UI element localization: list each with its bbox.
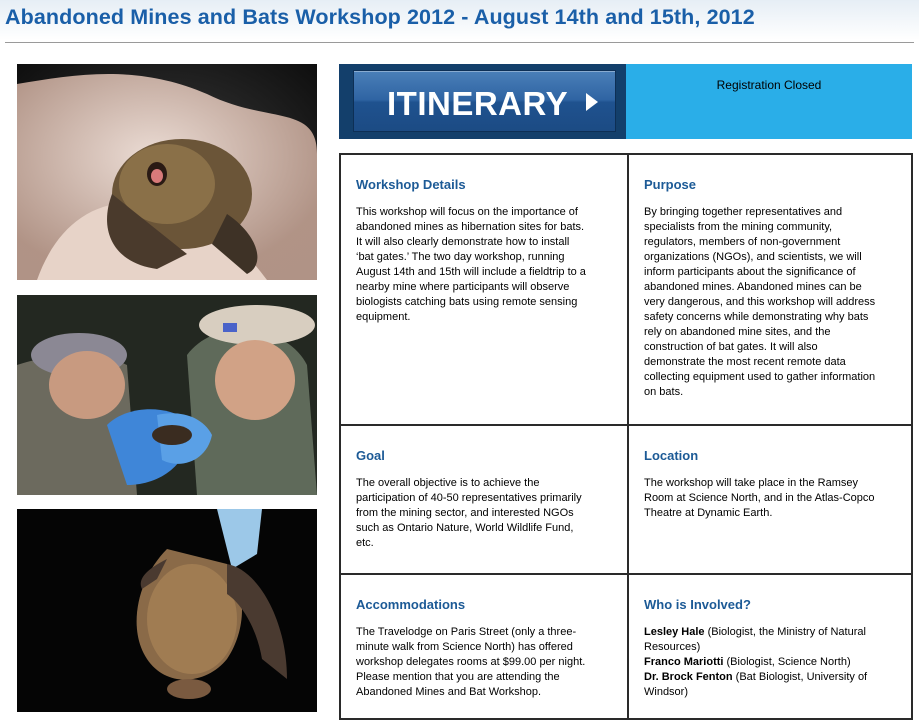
bat-in-hand-photo [17, 64, 317, 280]
body-line: safety concerns while demonstrating why bats [644, 311, 869, 323]
body-line: equipment. [356, 311, 411, 323]
itinerary-label: ITINERARY [387, 85, 569, 122]
body-line: from the mining sector, and interested NGOs [356, 507, 574, 519]
body-line: specialists from the mining community, [644, 221, 833, 233]
arrow-right-icon [586, 93, 598, 111]
section-title: Accommodations [356, 597, 466, 612]
section-body [644, 625, 900, 700]
bat-flying-photo [17, 509, 317, 712]
workshop-details-section [341, 155, 627, 424]
person-entry [644, 655, 900, 670]
person-name: Franco Mariotti [644, 656, 724, 668]
body-line: ‘bat gates.’ The two day workshop, running [356, 251, 565, 263]
person-entry [644, 670, 900, 685]
person-role: (Biologist, Science North) [723, 656, 851, 668]
person-role: (Biologist, the Ministry of Natural [704, 626, 866, 638]
page-header [0, 0, 919, 40]
body-line: such as Ontario Nature, World Wildlife Fund, [356, 522, 574, 534]
body-line: Room at Science North, and in the Atlas-Copco [644, 492, 875, 504]
body-line: etc. [356, 537, 374, 549]
section-title: Location [644, 448, 699, 463]
accommodations-section [341, 573, 627, 720]
body-line: rely on abandoned mine sites, and the [644, 326, 831, 338]
section-title: Purpose [644, 177, 697, 192]
itinerary-button[interactable] [353, 70, 616, 132]
location-section [627, 424, 913, 573]
body-line: organizations (NGOs), and scientists, we will [644, 251, 862, 263]
person-role: (Bat Biologist, University of [732, 671, 868, 683]
section-title: Workshop Details [356, 177, 466, 192]
section-body [356, 476, 612, 551]
body-line: Please mention that you are attending the [356, 671, 560, 683]
section-body [356, 205, 612, 325]
body-line: demonstrate the most recent remote data [644, 356, 846, 368]
bat-photo-icon [17, 509, 317, 712]
person-entry [644, 625, 900, 640]
person-name: Dr. Brock Fenton [644, 671, 733, 683]
bat-photo-icon [17, 64, 317, 280]
section-title: Goal [356, 448, 385, 463]
body-line: August 14th and 15th will include a fieldtrip to a [356, 266, 586, 278]
body-line: collecting equipment used to gather information [644, 371, 876, 383]
body-line: inform participants about the significance of [644, 266, 856, 278]
body-line: Theatre at Dynamic Earth. [644, 507, 773, 519]
section-title: Who is Involved? [644, 597, 751, 612]
body-line: participation of 40-50 representatives primarily [356, 492, 582, 504]
registration-panel [626, 64, 912, 139]
goal-section [341, 424, 627, 573]
body-line: nearby mine where participants will observe [356, 281, 570, 293]
registration-status: Registration Closed [716, 78, 822, 92]
body-line: very dangerous, and this workshop will address [644, 296, 876, 308]
header-divider [5, 42, 914, 43]
body-line: abandoned mines as hibernation sites for bats. [356, 221, 585, 233]
info-grid [339, 153, 913, 720]
body-line: minute walk from Science North) has offered [356, 641, 573, 653]
body-line: on bats. [644, 386, 684, 398]
person-role-continued: Resources) [644, 641, 701, 653]
who-is-involved-section [627, 573, 913, 720]
body-line: The overall objective is to achieve the [356, 477, 540, 489]
body-line: regulators, members of non-government [644, 236, 841, 248]
body-line: The Travelodge on Paris Street (only a three- [356, 626, 577, 638]
biologists-photo-icon [17, 295, 317, 495]
section-body [644, 476, 900, 521]
body-line: This workshop will focus on the importance of [356, 206, 578, 218]
body-line: biologists catching bats using remote sensing [356, 296, 578, 308]
purpose-section [627, 155, 913, 424]
page-title: Abandoned Mines and Bats Workshop 2012 - August 14th and 15th, 2012 [5, 5, 755, 29]
person-role-continued: Windsor) [644, 686, 689, 698]
body-line: It will also clearly demonstrate how to install [356, 236, 570, 248]
section-body [356, 625, 612, 700]
biologists-photo [17, 295, 317, 495]
body-line: construction of bat gates. It will also [644, 341, 818, 353]
body-line: Abandoned Mines and Bat Workshop. [356, 686, 542, 698]
itinerary-banner [339, 64, 626, 139]
body-line: The workshop will take place in the Ramsey [644, 477, 858, 489]
body-line: workshop delegates rooms at $99.00 per night. [356, 656, 586, 668]
body-line: By bringing together representatives and [644, 206, 843, 218]
body-line: abandoned mines. Abandoned mines can be [644, 281, 862, 293]
section-body [644, 205, 900, 400]
person-name: Lesley Hale [644, 626, 705, 638]
